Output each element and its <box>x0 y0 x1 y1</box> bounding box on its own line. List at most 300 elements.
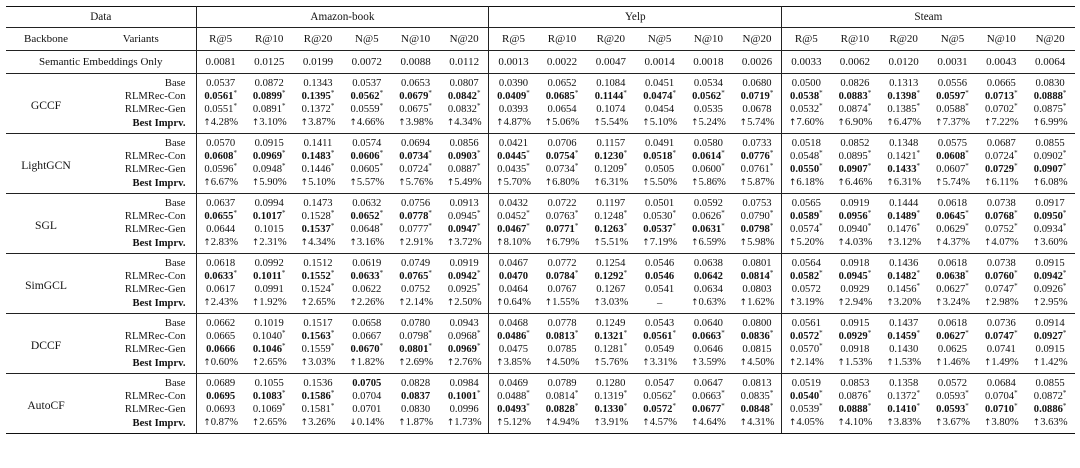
arrow-up-icon: ↑ <box>739 358 748 368</box>
cell-value: 0.0801 <box>399 344 429 355</box>
metric-header: N@5 <box>635 28 684 51</box>
cell-value: 0.0934 <box>1033 224 1063 235</box>
metric-value-cell <box>879 223 928 236</box>
arrow-up-icon: ↑ <box>496 118 504 128</box>
cell-value: 0.0872 <box>1033 391 1063 402</box>
metric-value-cell <box>733 343 782 356</box>
metric-value-cell <box>977 390 1026 403</box>
metric-value-cell <box>879 103 928 116</box>
metric-value-cell <box>586 343 635 356</box>
significance-marker: * <box>526 402 530 410</box>
semantic-value-cell: 0.0199 <box>294 51 343 74</box>
improvement-cell <box>196 356 245 374</box>
cell-value: 0.1459 <box>887 331 917 342</box>
metric-value-cell <box>782 254 831 271</box>
variant-label: Best Imprv. <box>86 176 196 194</box>
cell-value: 0.0713 <box>984 91 1015 102</box>
variant-label: Base <box>86 194 196 211</box>
metric-value-cell <box>782 90 831 103</box>
metric-value-cell <box>245 163 294 176</box>
variant-label: RLMRec-Con <box>86 210 196 223</box>
metric-value-cell <box>440 194 489 211</box>
semantic-embeddings-row <box>6 51 1075 74</box>
cell-value: 0.0876 <box>838 391 868 402</box>
metric-value-cell <box>684 150 733 163</box>
improvement-cell <box>1026 176 1075 194</box>
metric-header: R@20 <box>586 28 635 51</box>
significance-marker: * <box>330 222 335 230</box>
arrow-up-icon: ↑ <box>446 418 455 428</box>
cell-value: 0.0837 <box>401 391 431 402</box>
improvement-cell <box>586 176 635 194</box>
significance-marker: * <box>769 89 774 97</box>
arrow-up-icon: ↑ <box>642 418 650 428</box>
variant-label: RLMRec-Con <box>86 90 196 103</box>
cell-value: 0.63% <box>698 297 726 308</box>
metric-value-cell <box>586 254 635 271</box>
backbone-label: LightGCN <box>6 134 86 194</box>
cell-value: 4.50% <box>552 357 580 368</box>
metric-value-cell <box>733 390 782 403</box>
cell-value: 0.0638 <box>936 271 966 282</box>
significance-marker: * <box>819 162 823 170</box>
significance-marker: * <box>428 329 432 337</box>
cell-value: 0.0537 <box>352 78 382 89</box>
significance-marker: * <box>819 269 823 277</box>
improvement-row <box>6 176 1075 194</box>
cell-value: 0.0572 <box>791 284 821 295</box>
cell-value: 0.1473 <box>303 198 333 209</box>
cell-value: 0.1321 <box>594 331 624 342</box>
cell-value: 0.0778 <box>547 318 577 329</box>
table-row <box>6 223 1075 236</box>
cell-value: 0.1517 <box>303 318 333 329</box>
arrow-up-icon: ↑ <box>642 118 650 128</box>
cell-value: 0.1512 <box>303 258 333 269</box>
metric-value-cell <box>879 330 928 343</box>
improvement-cell <box>245 176 294 194</box>
metric-value-cell <box>684 330 733 343</box>
arrow-up-icon: ↑ <box>446 118 455 128</box>
cell-value: 0.0468 <box>498 318 529 329</box>
significance-marker: * <box>916 209 920 217</box>
significance-marker: * <box>282 89 286 97</box>
cell-value: 0.1040 <box>252 331 283 342</box>
significance-marker: * <box>672 402 676 410</box>
significance-marker: * <box>1014 269 1018 277</box>
significance-marker: * <box>428 162 432 170</box>
cell-value: 0.0684 <box>986 378 1016 389</box>
significance-marker: * <box>233 209 237 217</box>
metric-value-cell <box>879 194 928 211</box>
dataset-header-amazon: Amazon-book <box>196 7 489 28</box>
metric-value-cell <box>879 254 928 271</box>
metric-value-cell <box>782 134 831 151</box>
cell-value: 0.0826 <box>840 78 870 89</box>
metric-value-cell <box>294 330 343 343</box>
cell-value: 0.0855 <box>1035 378 1065 389</box>
metric-value-cell <box>830 74 879 91</box>
cell-value: 0.0543 <box>645 318 675 329</box>
metric-header: R@20 <box>879 28 928 51</box>
cell-value: 3.31% <box>649 357 678 368</box>
metric-value-cell <box>1026 343 1075 356</box>
cell-value: 0.0984 <box>449 378 479 389</box>
table-row <box>6 90 1075 103</box>
cell-value: 0.0633 <box>204 271 234 282</box>
cell-value: 1.53% <box>893 357 922 368</box>
table-row <box>6 330 1075 343</box>
metric-value-cell <box>245 403 294 416</box>
cell-value: 0.0801 <box>742 258 772 269</box>
arrow-up-icon: ↑ <box>690 298 699 308</box>
metric-value-cell <box>1026 163 1075 176</box>
significance-marker: * <box>282 102 286 110</box>
improvement-cell <box>1026 356 1075 374</box>
cell-value: 0.0677 <box>692 404 722 415</box>
cell-value: 0.1385 <box>887 104 917 115</box>
significance-marker: * <box>476 282 481 290</box>
significance-marker: * <box>476 102 481 110</box>
improvement-cell <box>733 116 782 134</box>
cell-value: 0.1281 <box>594 344 624 355</box>
cell-value: 0.0606 <box>350 151 380 162</box>
cell-value: 0.1482 <box>887 271 917 282</box>
cell-value: 1.92% <box>259 297 287 308</box>
cell-value: 3.63% <box>1040 417 1068 428</box>
cell-value: 2.95% <box>1040 297 1068 308</box>
metric-value-cell <box>538 163 587 176</box>
arrow-up-icon: ↑ <box>739 298 748 308</box>
significance-marker: * <box>574 329 579 337</box>
metric-value-cell <box>489 134 538 151</box>
cell-value: 4.34% <box>308 237 336 248</box>
cell-value: 0.1313 <box>889 78 919 89</box>
arrow-up-icon: ↑ <box>1032 118 1041 128</box>
metric-value-cell <box>928 314 977 331</box>
metric-value-cell <box>684 374 733 391</box>
metric-value-cell <box>342 270 391 283</box>
cell-value: 0.0776 <box>740 151 770 162</box>
backbone-label: AutoCF <box>6 374 86 434</box>
improvement-cell <box>440 416 489 434</box>
significance-marker: * <box>916 329 920 337</box>
significance-marker: * <box>476 149 481 157</box>
cell-value: 6.67% <box>210 177 239 188</box>
metric-value-cell <box>1026 270 1075 283</box>
cell-value: 2.94% <box>844 297 873 308</box>
metric-value-cell <box>684 163 733 176</box>
metric-value-cell <box>879 163 928 176</box>
arrow-up-icon: ↑ <box>446 298 455 308</box>
significance-marker: * <box>476 342 481 350</box>
cell-value: 0.0888 <box>838 404 868 415</box>
cell-value: 0.0902 <box>1033 151 1063 162</box>
metric-value-cell <box>928 90 977 103</box>
cell-value: 0.0798 <box>399 331 429 342</box>
significance-marker: * <box>819 342 823 350</box>
cell-value: 0.0765 <box>399 271 429 282</box>
metric-value-cell <box>782 150 831 163</box>
significance-marker: * <box>672 89 676 97</box>
improvement-cell <box>879 236 928 254</box>
significance-marker: * <box>526 389 530 397</box>
cell-value: 0.0562 <box>692 91 722 102</box>
metric-value-cell <box>245 223 294 236</box>
improvement-cell <box>538 116 587 134</box>
cell-value: 0.0991 <box>254 284 284 295</box>
metric-value-cell <box>977 330 1026 343</box>
cell-value: 0.0580 <box>693 138 723 149</box>
significance-marker: * <box>476 269 481 277</box>
significance-marker: * <box>623 342 628 350</box>
metric-header: N@5 <box>342 28 391 51</box>
metric-value-cell <box>440 403 489 416</box>
results-table-container <box>6 6 1074 434</box>
arrow-up-icon: ↑ <box>690 358 699 368</box>
cell-value: 0.87% <box>210 417 239 428</box>
cell-value: 0.0589 <box>790 211 820 222</box>
metric-value-cell <box>830 270 879 283</box>
cell-value: 0.0733 <box>742 138 772 149</box>
improvement-row <box>6 116 1075 134</box>
metric-value-cell <box>928 134 977 151</box>
cell-value: 0.0451 <box>645 78 675 89</box>
significance-marker: * <box>330 402 335 410</box>
variant-label: Best Imprv. <box>86 356 196 374</box>
metric-value-cell <box>391 90 440 103</box>
improvement-cell <box>782 416 831 434</box>
metric-value-cell <box>928 330 977 343</box>
metric-value-cell <box>1026 403 1075 416</box>
arrow-up-icon: ↑ <box>593 358 601 368</box>
improvement-cell <box>342 116 391 134</box>
improvement-cell <box>879 296 928 314</box>
metric-value-cell <box>977 223 1026 236</box>
semantic-value-cell: 0.0043 <box>977 51 1026 74</box>
metric-value-cell <box>928 403 977 416</box>
significance-marker: * <box>819 89 823 97</box>
metric-value-cell <box>538 210 587 223</box>
metric-header: N@10 <box>684 28 733 51</box>
cell-value: 0.0505 <box>645 164 675 175</box>
metric-value-cell <box>1026 90 1075 103</box>
variant-label: RLMRec-Gen <box>86 103 196 116</box>
cell-value: 0.1280 <box>596 378 626 389</box>
improvement-cell <box>879 116 928 134</box>
arrow-up-icon: ↑ <box>446 358 455 368</box>
significance-marker: * <box>819 402 823 410</box>
metric-value-cell <box>196 150 245 163</box>
cell-value: 0.1144 <box>594 91 624 102</box>
metric-value-cell <box>538 194 587 211</box>
cell-value: 0.0562 <box>643 391 673 402</box>
improvement-cell <box>391 296 440 314</box>
cell-value: 0.0915 <box>1035 258 1065 269</box>
cell-value: 0.0948 <box>252 164 283 175</box>
significance-marker: * <box>867 389 872 397</box>
significance-marker: * <box>672 389 676 397</box>
metric-value-cell <box>538 150 587 163</box>
arrow-up-icon: ↑ <box>349 358 357 368</box>
cell-value: 0.0693 <box>206 404 236 415</box>
improvement-cell <box>928 116 977 134</box>
cell-value: 0.0771 <box>545 224 575 235</box>
arrow-up-icon: ↑ <box>837 298 845 308</box>
metric-value-cell <box>977 103 1026 116</box>
semantic-value-cell: 0.0081 <box>196 51 245 74</box>
cell-value: 6.11% <box>991 177 1019 188</box>
improvement-cell <box>489 176 538 194</box>
metric-value-cell <box>489 390 538 403</box>
improvement-cell <box>196 236 245 254</box>
metric-value-cell <box>733 254 782 271</box>
cell-value: 1.82% <box>356 357 385 368</box>
cell-value: 0.0724 <box>399 164 429 175</box>
metric-value-cell <box>586 283 635 296</box>
metric-value-cell <box>245 314 294 331</box>
significance-marker: * <box>1062 222 1067 230</box>
significance-marker: * <box>769 402 774 410</box>
cell-value: 3.26% <box>308 417 336 428</box>
table-row <box>6 314 1075 331</box>
cell-value: 0.0637 <box>206 198 236 209</box>
cell-value: 0.0738 <box>986 258 1016 269</box>
significance-marker: * <box>623 89 627 97</box>
significance-marker: * <box>1014 222 1018 230</box>
metric-value-cell <box>489 194 538 211</box>
arrow-up-icon: ↑ <box>251 358 260 368</box>
arrow-up-icon: ↑ <box>837 118 845 128</box>
improvement-cell <box>489 356 538 374</box>
arrow-up-icon: ↑ <box>349 178 357 188</box>
metric-value-cell <box>489 163 538 176</box>
significance-marker: * <box>769 389 774 397</box>
metric-header: R@10 <box>538 28 587 51</box>
cell-value: 0.1292 <box>594 271 624 282</box>
improvement-cell <box>489 116 538 134</box>
arrow-up-icon: ↑ <box>739 178 748 188</box>
metric-value-cell <box>635 134 684 151</box>
backbone-label: SimGCL <box>6 254 86 314</box>
cell-value: 2.50% <box>454 297 482 308</box>
cell-value: 0.0535 <box>693 104 723 115</box>
arrow-up-icon: ↑ <box>1032 298 1041 308</box>
metric-value-cell <box>440 283 489 296</box>
cell-value: 0.0564 <box>791 258 821 269</box>
dataset-header-steam: Steam <box>782 7 1075 28</box>
cell-value: 3.98% <box>405 117 434 128</box>
cell-value: 1.53% <box>844 357 873 368</box>
arrow-up-icon: ↑ <box>690 178 699 188</box>
improvement-cell <box>294 116 343 134</box>
variant-label: RLMRec-Con <box>86 390 196 403</box>
metric-value-cell <box>733 103 782 116</box>
variant-label: RLMRec-Gen <box>86 403 196 416</box>
significance-marker: * <box>574 222 579 230</box>
metric-value-cell <box>733 223 782 236</box>
metric-value-cell <box>1026 374 1075 391</box>
cell-value: 0.0390 <box>498 78 529 89</box>
metric-value-cell <box>391 163 440 176</box>
cell-value: 0.0853 <box>840 378 870 389</box>
significance-marker: * <box>867 402 872 410</box>
improvement-cell <box>294 356 343 374</box>
cell-value: 0.0570 <box>206 138 236 149</box>
cell-value: 0.0551 <box>204 104 234 115</box>
cell-value: 1.55% <box>552 297 580 308</box>
significance-marker: * <box>233 162 237 170</box>
cell-value: 0.0653 <box>401 78 431 89</box>
cell-value: 0.1559 <box>301 344 331 355</box>
cell-value: 0.1552 <box>301 271 331 282</box>
metric-value-cell <box>245 103 294 116</box>
metric-header: N@20 <box>440 28 489 51</box>
metric-value-cell <box>440 163 489 176</box>
cell-value: 0.1358 <box>889 378 919 389</box>
improvement-row <box>6 296 1075 314</box>
cell-value: 0.0467 <box>498 258 529 269</box>
significance-marker: * <box>867 162 872 170</box>
cell-value: 5.74% <box>747 117 775 128</box>
metric-header: N@20 <box>733 28 782 51</box>
metric-value-cell <box>440 390 489 403</box>
data-header: Data <box>6 7 196 28</box>
significance-marker: * <box>1014 89 1018 97</box>
significance-marker: * <box>769 269 774 277</box>
cell-value: 0.60% <box>210 357 239 368</box>
dataset-header-yelp: Yelp <box>489 7 782 28</box>
arrow-up-icon: ↑ <box>544 238 553 248</box>
cell-value: 0.1528 <box>301 211 331 222</box>
metric-value-cell <box>977 210 1026 223</box>
metric-value-cell <box>391 314 440 331</box>
cell-value: 0.0790 <box>740 211 770 222</box>
cell-value: 2.76% <box>454 357 482 368</box>
arrow-up-icon: ↑ <box>251 118 260 128</box>
arrow-up-icon: ↑ <box>544 418 553 428</box>
metric-value-cell <box>294 194 343 211</box>
metric-header: R@20 <box>294 28 343 51</box>
significance-marker: * <box>965 222 969 230</box>
metric-value-cell <box>391 103 440 116</box>
metric-value-cell <box>879 270 928 283</box>
significance-marker: * <box>916 149 920 157</box>
cell-value: 0.0565 <box>791 198 821 209</box>
metric-value-cell <box>782 390 831 403</box>
cell-value: 0.0570 <box>790 344 820 355</box>
cell-value: 0.0572 <box>937 378 968 389</box>
improvement-cell <box>245 296 294 314</box>
improvement-cell <box>684 176 733 194</box>
metric-value-cell <box>294 134 343 151</box>
metric-value-cell <box>879 283 928 296</box>
cell-value: 0.0652 <box>350 211 380 222</box>
cell-value: 0.0752 <box>984 224 1015 235</box>
metric-value-cell <box>196 163 245 176</box>
cell-value: 0.0813 <box>545 331 575 342</box>
metric-value-cell <box>489 74 538 91</box>
metric-value-cell <box>1026 223 1075 236</box>
metric-value-cell <box>440 90 489 103</box>
metric-value-cell <box>586 374 635 391</box>
metric-value-cell <box>440 374 489 391</box>
arrow-up-icon: ↑ <box>788 178 797 188</box>
metric-value-cell <box>733 403 782 416</box>
metric-value-cell <box>1026 150 1075 163</box>
significance-marker: * <box>281 269 286 277</box>
arrow-up-icon: ↑ <box>886 418 894 428</box>
